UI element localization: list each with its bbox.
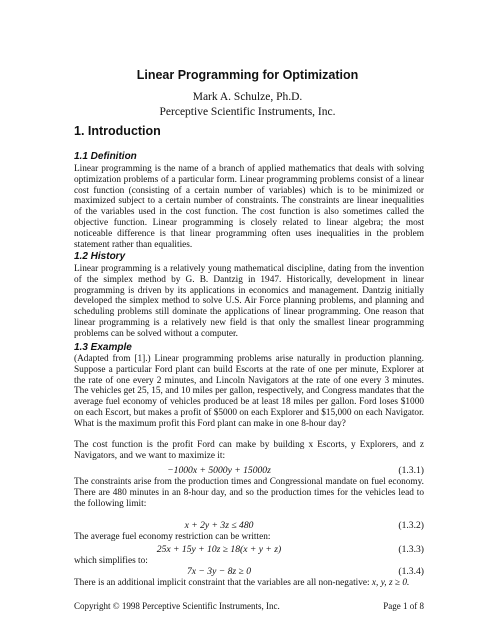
equation-expression: −1000x + 5000y + 15000z xyxy=(167,465,271,476)
equation-row xyxy=(74,465,424,477)
equation-number: (1.3.1) xyxy=(398,465,424,476)
nonnegativity-line xyxy=(74,578,424,589)
subsection-heading-definition: 1.1 Definition xyxy=(74,151,137,162)
equation-number: (1.3.2) xyxy=(398,520,424,531)
equation-row xyxy=(74,520,424,532)
equation-expression: x + 2y + 3z ≤ 480 xyxy=(184,520,254,531)
equation-number: (1.3.3) xyxy=(398,544,424,555)
nonnegativity-expression: x, y, z ≥ 0. xyxy=(371,578,410,588)
subsection-heading-history: 1.2 History xyxy=(74,251,126,262)
equation-row xyxy=(74,566,424,578)
fuel-economy-paragraph: The average fuel economy restriction can be written: xyxy=(74,532,271,542)
cost-function-paragraph: The cost function is the profit Ford can make by building x Escorts, y Explorers, and z Navigators, and we want to maximize it: xyxy=(74,440,424,461)
simplifies-paragraph: which simplifies to: xyxy=(74,556,148,566)
equation-row xyxy=(74,544,424,556)
author-organization: Perceptive Scientific Instruments, Inc. xyxy=(159,106,336,118)
author-name: Mark A. Schulze, Ph.D. xyxy=(192,91,303,103)
footer-page-number: Page 1 of 8 xyxy=(383,601,424,611)
footer-copyright: Copyright © 1998 Perceptive Scientific Instruments, Inc. xyxy=(74,601,280,611)
equation-number: (1.3.4) xyxy=(398,566,424,577)
document-title: Linear Programming for Optimization xyxy=(136,68,359,82)
equation-expression: 25x + 15y + 10z ≥ 18(x + y + z) xyxy=(156,544,282,555)
section-heading-introduction: 1. Introduction xyxy=(74,124,161,138)
history-paragraph: Linear programming is a relatively young mathematical discipline, dating from the invention of the simplex method by G. B. Dantzig in 1947. Historically, development in linear programming is driven by its applications in economics and management. Dantzig initially developed the simplex method to solve U.S. Air Force planning problems, and planning and scheduling problems still dominate the applications of linear programming. One reason that linear programming is a relatively new field is that only the smallest linear programming problems can be solved without a computer. xyxy=(74,264,424,339)
constraints-paragraph: The constraints arise from the production times and Congressional mandate on fuel economy. There are 480 minutes in an 8-hour day, and so the production times for the vehicles lead to the following limit: xyxy=(74,477,424,509)
definition-paragraph: Linear programming is the name of a branch of applied mathematics that deals with solving optimization problems of a particular form. Linear programming problems consist of a linear cost function (consisting of a certain number of variables) which is to be minimized or maximized subject to a certain number of constraints. The constraints are linear inequalities of the variables used in the cost function. The cost function is also sometimes called the objective function. Linear programming is closely related to linear algebra; the most noticeable difference is that linear programming often uses inequalities in the problem statement rather than equalities. xyxy=(74,164,424,250)
equation-expression: 7x − 3y − 8z ≥ 0 xyxy=(186,566,252,577)
author-block xyxy=(0,90,495,120)
nonnegativity-text: There is an additional implicit constraint that the variables are all non-negative: xyxy=(74,578,370,588)
subsection-heading-example: 1.3 Example xyxy=(74,342,132,353)
example-paragraph: (Adapted from [1].) Linear programming problems arise naturally in production planning. Suppose a particular Ford plant can build Escorts at the rate of one per minute, Explorer at the rate of one every 2 minutes, and Lincoln Navigators at the rate of one every 3 minutes. The vehicles get 25, 15, and 10 miles per gallon, respectively, and Congress mandates that the average fuel economy of vehicles produced be at least 18 miles per gallon. Ford loses $1000 on each Escort, but makes a profit of $5000 on each Explorer and $15,000 on each Navigator. What is the maximum profit this Ford plant can make in one 8-hour day? xyxy=(74,354,424,429)
